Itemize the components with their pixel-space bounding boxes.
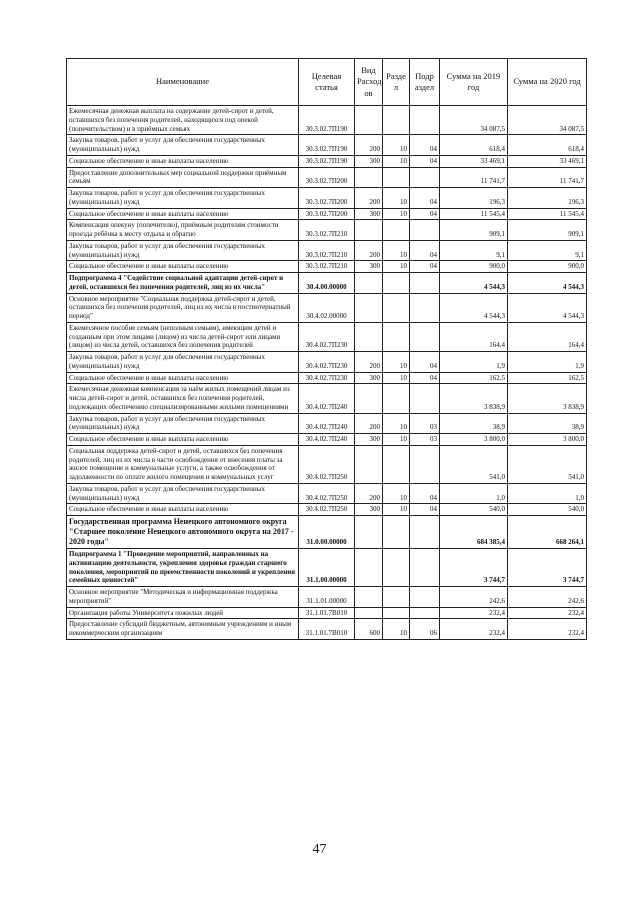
row-sum-2019: 909,1 xyxy=(440,220,508,241)
row-expense-type xyxy=(355,322,383,351)
table-row xyxy=(67,273,587,294)
row-section: 10 xyxy=(383,372,410,384)
row-subsection xyxy=(410,516,440,549)
row-subsection: 04 xyxy=(410,352,440,373)
row-target-code: 30.3.02.7П200 xyxy=(299,208,355,220)
table-row xyxy=(67,445,587,483)
row-subsection xyxy=(410,167,440,188)
row-sum-2019: 164,4 xyxy=(440,322,508,351)
table-row xyxy=(67,106,587,135)
row-name: Социальное обеспечение и иные выплаты населению xyxy=(67,434,299,446)
row-name: Социальное обеспечение и иные выплаты населению xyxy=(67,208,299,220)
row-subsection: 04 xyxy=(410,504,440,516)
table-row xyxy=(67,372,587,384)
row-name: Ежемесячная денежная выплата на содержание детей-сирот и детей, оставшихся без попечения родителей, находящихся под опекой (попечительством) и в приёмных семьях xyxy=(67,106,299,135)
row-sum-2020: 232,4 xyxy=(508,607,587,619)
row-sum-2020: 162,5 xyxy=(508,372,587,384)
row-name: Основное мероприятие "Методическая и информационная поддержка мероприятий" xyxy=(67,587,299,608)
table-row xyxy=(67,607,587,619)
row-expense-type xyxy=(355,607,383,619)
row-sum-2020: 38,9 xyxy=(508,413,587,434)
row-target-code: 30.3.02.7П190 xyxy=(299,106,355,135)
table-row xyxy=(67,208,587,220)
row-sum-2019: 38,9 xyxy=(440,413,508,434)
row-name: Социальное обеспечение и иные выплаты населению xyxy=(67,155,299,167)
row-target-code: 30.4.00.00000 xyxy=(299,273,355,294)
row-sum-2019: 541,0 xyxy=(440,445,508,483)
header-sum-2019: Сумма на 2019 год xyxy=(440,59,508,106)
header-name: Наименование xyxy=(67,59,299,106)
row-sum-2019: 684 385,4 xyxy=(440,516,508,549)
table-row xyxy=(67,322,587,351)
row-sum-2019: 33 469,1 xyxy=(440,155,508,167)
row-expense-type: 200 xyxy=(355,352,383,373)
row-expense-type: 300 xyxy=(355,372,383,384)
row-sum-2020: 11 741,7 xyxy=(508,167,587,188)
row-name: Социальное обеспечение и иные выплаты населению xyxy=(67,372,299,384)
row-expense-type xyxy=(355,293,383,322)
row-subsection: 04 xyxy=(410,208,440,220)
row-expense-type: 300 xyxy=(355,434,383,446)
row-expense-type xyxy=(355,220,383,241)
row-sum-2020: 1,9 xyxy=(508,352,587,373)
header-sum-2020: Сумма на 2020 год xyxy=(508,59,587,106)
row-name: Компенсация опекуну (попечителю), приёмным родителям стоимости проезда ребёнка к месту отдыха и обратно xyxy=(67,220,299,241)
row-subsection: 04 xyxy=(410,261,440,273)
row-subsection xyxy=(410,587,440,608)
row-subsection: 04 xyxy=(410,135,440,156)
row-name: Закупка товаров, работ и услуг для обеспечения государственных (муниципальных) нужд xyxy=(67,483,299,504)
row-sum-2020: 3 744,7 xyxy=(508,549,587,587)
table-row xyxy=(67,619,587,640)
table-row xyxy=(67,155,587,167)
row-name: Социальная поддержка детей-сирот и детей, оставшихся без попечения родителей, лиц из их числа в части освобождения от внесения платы за жилое помещение и коммунальные услуги, а также освобождения от задолженности по оплате жилого помещения и коммунальных услуг xyxy=(67,445,299,483)
row-section: 10 xyxy=(383,434,410,446)
row-section: 10 xyxy=(383,155,410,167)
row-sum-2020: 618,4 xyxy=(508,135,587,156)
table-row xyxy=(67,240,587,261)
table-row xyxy=(67,135,587,156)
row-expense-type xyxy=(355,106,383,135)
row-section xyxy=(383,587,410,608)
row-section: 10 xyxy=(383,261,410,273)
row-expense-type xyxy=(355,587,383,608)
row-section: 10 xyxy=(383,619,410,640)
row-sum-2020: 4 544,3 xyxy=(508,293,587,322)
row-section xyxy=(383,384,410,413)
row-sum-2020: 1,0 xyxy=(508,483,587,504)
row-target-code: 30.3.02.7П190 xyxy=(299,155,355,167)
row-section xyxy=(383,106,410,135)
header-row xyxy=(67,59,587,106)
row-sum-2020: 164,4 xyxy=(508,322,587,351)
header-section: Разде л xyxy=(383,59,410,106)
row-target-code: 31.1.01.7В010 xyxy=(299,607,355,619)
row-subsection: 03 xyxy=(410,434,440,446)
row-section: 10 xyxy=(383,483,410,504)
row-expense-type: 300 xyxy=(355,208,383,220)
table-body xyxy=(67,106,587,640)
row-target-code: 30.4.02.7П240 xyxy=(299,384,355,413)
row-expense-type: 300 xyxy=(355,504,383,516)
row-sum-2019: 4 544,3 xyxy=(440,273,508,294)
row-section: 10 xyxy=(383,352,410,373)
row-expense-type: 200 xyxy=(355,413,383,434)
row-name: Закупка товаров, работ и услуг для обеспечения государственных (муниципальных) нужд xyxy=(67,240,299,261)
table-row xyxy=(67,483,587,504)
row-sum-2020: 540,0 xyxy=(508,504,587,516)
row-section xyxy=(383,167,410,188)
table-row xyxy=(67,352,587,373)
row-section: 10 xyxy=(383,135,410,156)
row-expense-type: 200 xyxy=(355,240,383,261)
row-subsection: 04 xyxy=(410,155,440,167)
row-expense-type: 200 xyxy=(355,188,383,209)
header-type: Вид Расход ов xyxy=(355,59,383,106)
row-target-code: 30.4.02.7П250 xyxy=(299,483,355,504)
row-subsection: 04 xyxy=(410,240,440,261)
row-sum-2019: 162,5 xyxy=(440,372,508,384)
row-expense-type: 200 xyxy=(355,483,383,504)
row-expense-type xyxy=(355,549,383,587)
row-sum-2019: 4 544,3 xyxy=(440,293,508,322)
table-row xyxy=(67,167,587,188)
row-sum-2019: 618,4 xyxy=(440,135,508,156)
table-row xyxy=(67,504,587,516)
row-subsection xyxy=(410,322,440,351)
row-expense-type xyxy=(355,273,383,294)
row-subsection xyxy=(410,384,440,413)
row-sum-2020: 3 800,0 xyxy=(508,434,587,446)
row-target-code: 31.1.01.7В010 xyxy=(299,619,355,640)
row-section xyxy=(383,293,410,322)
row-target-code: 30.4.02.7П250 xyxy=(299,445,355,483)
row-section xyxy=(383,516,410,549)
row-sum-2019: 242,6 xyxy=(440,587,508,608)
row-sum-2020: 4 544,3 xyxy=(508,273,587,294)
page-number: 47 xyxy=(312,842,327,857)
header-target: Целевая статья xyxy=(299,59,355,106)
row-sum-2019: 232,4 xyxy=(440,607,508,619)
row-target-code: 30.4.02.7П240 xyxy=(299,434,355,446)
row-name: Закупка товаров, работ и услуг для обеспечения государственных (муниципальных) нужд xyxy=(67,188,299,209)
row-name: Государственная программа Ненецкого автономного округа "Старшее поколение Ненецкого автономного округа на 2017 - 2020 годы" xyxy=(67,516,299,549)
row-name: Закупка товаров, работ и услуг для обеспечения государственных (муниципальных) нужд xyxy=(67,413,299,434)
row-name: Социальное обеспечение и иные выплаты населению xyxy=(67,261,299,273)
row-section xyxy=(383,607,410,619)
row-sum-2020: 242,6 xyxy=(508,587,587,608)
budget-table xyxy=(66,58,587,640)
row-subsection: 04 xyxy=(410,372,440,384)
row-sum-2019: 11 545,4 xyxy=(440,208,508,220)
row-sum-2019: 3 838,9 xyxy=(440,384,508,413)
row-sum-2019: 3 744,7 xyxy=(440,549,508,587)
row-target-code: 30.4.02.7П250 xyxy=(299,504,355,516)
row-target-code: 30.4.02.7П230 xyxy=(299,372,355,384)
row-subsection xyxy=(410,106,440,135)
row-name: Предоставление субсидий бюджетным, автономным учреждениям и иным некоммерческим организациям xyxy=(67,619,299,640)
table-row xyxy=(67,434,587,446)
table-row xyxy=(67,587,587,608)
row-subsection: 06 xyxy=(410,619,440,640)
row-expense-type: 300 xyxy=(355,261,383,273)
row-name: Социальное обеспечение и иные выплаты населению xyxy=(67,504,299,516)
row-sum-2020: 196,3 xyxy=(508,188,587,209)
table-row xyxy=(67,293,587,322)
row-section: 10 xyxy=(383,208,410,220)
row-sum-2019: 1,0 xyxy=(440,483,508,504)
row-section: 10 xyxy=(383,188,410,209)
table-row xyxy=(67,413,587,434)
row-target-code: 31.1.00.00000 xyxy=(299,549,355,587)
row-target-code: 30.3.02.7П200 xyxy=(299,167,355,188)
row-sum-2019: 900,0 xyxy=(440,261,508,273)
row-target-code: 30.3.02.7П190 xyxy=(299,135,355,156)
row-target-code: 30.3.02.7П210 xyxy=(299,261,355,273)
row-sum-2020: 11 545,4 xyxy=(508,208,587,220)
row-section xyxy=(383,445,410,483)
table-row xyxy=(67,384,587,413)
row-sum-2019: 196,3 xyxy=(440,188,508,209)
row-section: 10 xyxy=(383,504,410,516)
row-sum-2019: 540,0 xyxy=(440,504,508,516)
row-section xyxy=(383,273,410,294)
row-subsection xyxy=(410,220,440,241)
row-expense-type: 600 xyxy=(355,619,383,640)
row-subsection: 04 xyxy=(410,188,440,209)
row-target-code: 30.4.02.7П230 xyxy=(299,322,355,351)
row-sum-2020: 541,0 xyxy=(508,445,587,483)
table-row xyxy=(67,261,587,273)
row-name: Подпрограмма 4 "Содействие социальной адаптации детей-сирот и детей, оставшихся без попечения родителей, лиц из их числа" xyxy=(67,273,299,294)
row-name: Предоставление дополнительных мер социальной поддержки приёмным семьям xyxy=(67,167,299,188)
row-section xyxy=(383,322,410,351)
row-expense-type xyxy=(355,384,383,413)
row-sum-2020: 34 087,5 xyxy=(508,106,587,135)
row-name: Закупка товаров, работ и услуг для обеспечения государственных (муниципальных) нужд xyxy=(67,352,299,373)
row-name: Организация работы Университета пожилых людей xyxy=(67,607,299,619)
row-subsection: 04 xyxy=(410,483,440,504)
row-subsection xyxy=(410,273,440,294)
row-sum-2019: 3 800,0 xyxy=(440,434,508,446)
row-name: Ежемесячное пособие семьям (неполным семьям), имеющим детей и созданным при этом лицами (лицом) из числа детей-сирот или лицами (лицом) из числа детей, оставшихся без попечения родителей xyxy=(67,322,299,351)
table-row xyxy=(67,220,587,241)
row-target-code: 30.3.02.7П210 xyxy=(299,220,355,241)
row-expense-type: 300 xyxy=(355,155,383,167)
row-sum-2020: 232,4 xyxy=(508,619,587,640)
table-row xyxy=(67,188,587,209)
row-section: 10 xyxy=(383,413,410,434)
row-subsection xyxy=(410,549,440,587)
row-sum-2020: 3 838,9 xyxy=(508,384,587,413)
row-sum-2019: 9,1 xyxy=(440,240,508,261)
row-target-code: 30.4.02.00000 xyxy=(299,293,355,322)
table-row xyxy=(67,549,587,587)
table-row xyxy=(67,516,587,549)
row-sum-2020: 909,1 xyxy=(508,220,587,241)
row-expense-type xyxy=(355,445,383,483)
row-section: 10 xyxy=(383,240,410,261)
row-sum-2020: 900,0 xyxy=(508,261,587,273)
row-name: Закупка товаров, работ и услуг для обеспечения государственных (муниципальных) нужд xyxy=(67,135,299,156)
row-subsection: 03 xyxy=(410,413,440,434)
row-expense-type xyxy=(355,516,383,549)
row-target-code: 30.3.02.7П210 xyxy=(299,240,355,261)
row-section xyxy=(383,549,410,587)
row-target-code: 30.4.02.7П240 xyxy=(299,413,355,434)
row-expense-type: 200 xyxy=(355,135,383,156)
row-expense-type xyxy=(355,167,383,188)
row-target-code: 30.3.02.7П200 xyxy=(299,188,355,209)
row-sum-2020: 668 264,1 xyxy=(508,516,587,549)
row-subsection xyxy=(410,293,440,322)
row-subsection xyxy=(410,607,440,619)
row-section xyxy=(383,220,410,241)
row-target-code: 30.4.02.7П230 xyxy=(299,352,355,373)
header-subsection: Подр аздел xyxy=(410,59,440,106)
row-target-code: 31.1.01.00000 xyxy=(299,587,355,608)
row-sum-2019: 11 741,7 xyxy=(440,167,508,188)
row-target-code: 31.0.00.00000 xyxy=(299,516,355,549)
row-sum-2020: 9,1 xyxy=(508,240,587,261)
row-name: Основное мероприятие "Социальная поддержка детей-сирот и детей, оставшихся без попечения родителей, лиц из их числа в постинтернатный период" xyxy=(67,293,299,322)
row-sum-2019: 34 087,5 xyxy=(440,106,508,135)
row-sum-2019: 1,9 xyxy=(440,352,508,373)
row-sum-2020: 33 469,1 xyxy=(508,155,587,167)
row-name: Ежемесячная денежная компенсация за наём жилых помещений лицам из числа детей-сирот и детей, оставшихся без попечения родителей, подлежащих обеспечению специализированными жилыми помещениями xyxy=(67,384,299,413)
row-sum-2019: 232,4 xyxy=(440,619,508,640)
row-name: Подпрограмма 1 "Проведение мероприятий, направленных на активизацию деятельности, укрепления здоровья граждан старшего поколения, мероприятий по преемственности поколений и укрепления семейных ценностей" xyxy=(67,549,299,587)
row-subsection xyxy=(410,445,440,483)
